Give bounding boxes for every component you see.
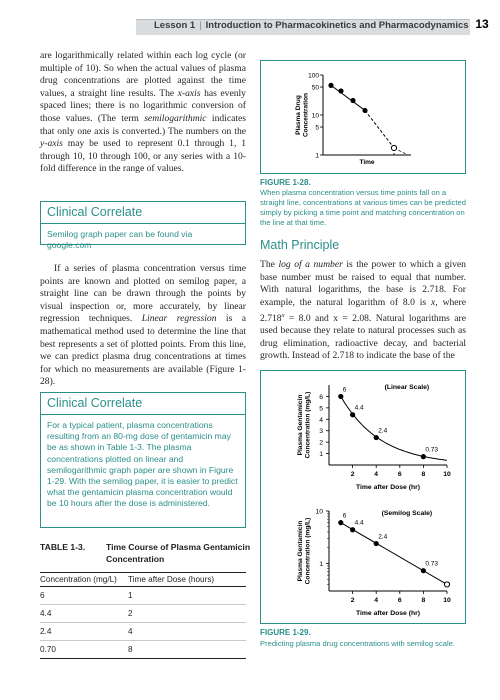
figure-1-29-label: FIGURE 1-29. [260, 628, 311, 637]
data-label: 6 [342, 512, 347, 520]
x-axis-label: Time after Dose (hr) [355, 484, 421, 491]
y-axis-label-line: Plasma Gentamicin [297, 394, 304, 456]
header-text [154, 20, 469, 31]
y-tick-label: 5 [319, 405, 323, 413]
figure-1-29-chart [261, 371, 465, 623]
clinical-correlate-text: For a typical patient, plasma concentrations resulting from an 80-mg dose of gentamicin may be as shown in Table 1-3. The plasma concentrations plotted on linear and semilogarithmic graph paper are shown in Figure 1-29. With the semilog paper, it is easier to predict what the gentamicin plasma concentration would be 10 hours after the dose is administered. [47, 420, 238, 509]
table-cell: 6 [40, 587, 128, 605]
y-axis-label-line: Concentration (mg/L) [304, 517, 312, 585]
x-tick-label: 8 [421, 597, 426, 604]
y-axis-label [297, 518, 312, 585]
data-point [338, 88, 343, 93]
x-tick-label: 8 [421, 471, 426, 478]
y-tick-label: 1 [319, 451, 323, 459]
figure-1-28-label: FIGURE 1-28. [260, 178, 311, 187]
clinical-correlate-text: Semilog graph paper can be found via google.com [47, 229, 193, 251]
figure-1-29-box [260, 370, 466, 624]
paragraph-linear-regression: If a series of plasma concentration versus time points are known and plotted on semilog paper, a straight line can be drawn through the points by visual inspection or, more accurately, by linear regression techniques. Linear regression is a mathematical method used to determine the line that best represents a set of plotted points. From this line, we can predict plasma drug concentrations at times for which no measurements are available (Figure 1-28). [40, 263, 247, 388]
data-point [374, 435, 379, 440]
data-label: 0.73 [425, 560, 439, 568]
paragraph-log-cycle: are logarithmically related within each log cycle (or multiple of 10). So when the actual values of plasma drug concentrations are plotted against the time values, a straight line results. The x-axis has evenly spaced lines; there is no logarithmic conversion of those values. (The term semilogarithmic indicates that only one axis is converted.) The numbers on the y-axis may be used to represent 0.1 through 1, 1 through 10, 10 through 100, or any series with a 10-fold difference in the range of values. [40, 50, 246, 175]
y-axis-label [295, 93, 310, 137]
data-point [350, 412, 355, 417]
data-point [338, 520, 343, 525]
data-point [350, 527, 355, 532]
clinical-correlate-box-1 [40, 201, 246, 251]
extrapolation-line [365, 110, 394, 148]
y-tick-label: 1 [315, 152, 319, 160]
y-tick-label: 10 [315, 508, 323, 516]
table-cell: 2.4 [40, 623, 128, 641]
y-axis-label-line: Plasma Drug [295, 95, 302, 135]
data-point [338, 394, 343, 399]
data-point [421, 568, 426, 573]
regression-line [331, 85, 365, 110]
data-label: 4.4 [354, 404, 364, 412]
math-principle-paragraph: The log of a number is the power to which a given base number must be raised to equal that number. With natural logarithms, the base is 2.718. For example, the natural logarithm of 8.0 is x, where $2.718^x = 8.0$ and x = 2.08. Natural logarithms are used because they relate to natural processes such as drug elimination, radioactive decay, and bacterial growth. Instead of 2.718 to indicate the base of the [260, 259, 467, 362]
x-tick-label: 4 [374, 597, 379, 604]
x-axis-label: Time [359, 159, 375, 166]
data-point [374, 541, 379, 546]
table-row [40, 587, 246, 605]
y-axis-label-line: Plasma Gentamicin [297, 520, 304, 582]
math-principle-title: Math Principle [260, 238, 340, 252]
figure-1-29-caption: Predicting plasma drug concentrations with semilog scale. [260, 639, 456, 648]
clinical-correlate-title: Clinical Correlate [41, 202, 245, 224]
table-title-line1: Time Course of Plasma Gentamicin [106, 542, 251, 552]
table-label: TABLE 1-3. [40, 542, 86, 552]
y-tick-label: 4 [319, 416, 323, 424]
data-point [421, 454, 426, 459]
table-cell: 1 [128, 587, 246, 605]
data-point [350, 98, 355, 103]
clinical-correlate-title: Clinical Correlate [41, 393, 245, 415]
x-tick-label: 10 [443, 597, 451, 604]
x-axis-label: Time after Dose (hr) [355, 610, 421, 617]
table-row [40, 641, 246, 659]
x-tick-label: 4 [374, 471, 379, 478]
gentamicin-table [40, 572, 246, 659]
table-header-cell: Time after Dose (hours) [128, 573, 246, 587]
regression-line [341, 523, 447, 585]
table-row [40, 605, 246, 623]
x-tick-label: 6 [397, 471, 402, 478]
figure-1-28-box [260, 60, 466, 174]
header-title: Introduction to Pharmacokinetics and Pharmacodynamics [205, 20, 469, 31]
predicted-point [444, 582, 449, 587]
y-axis-label-line: Concentration [302, 92, 310, 138]
data-label: 6 [342, 386, 347, 394]
figure-1-28-plot [295, 73, 411, 167]
table-cell: 4.4 [40, 605, 128, 623]
table-header-cell: Concentration (mg/L) [40, 573, 128, 587]
data-point [328, 83, 333, 88]
table-header-row [40, 573, 246, 587]
data-point [362, 108, 367, 113]
y-tick-label: 10 [311, 112, 319, 120]
y-tick-label: 3 [319, 428, 323, 436]
y-tick-label: 1 [319, 561, 323, 569]
x-tick-label: 6 [397, 597, 402, 604]
y-tick-label: 2 [319, 439, 323, 447]
data-label: 2.4 [378, 427, 388, 435]
x-tick-label: 2 [350, 471, 355, 478]
figure-1-29-linear-plot [297, 384, 451, 491]
table-title [40, 542, 250, 565]
y-tick-label: 5 [315, 124, 319, 132]
figure-1-28-caption: When plasma concentration versus time points fall on a straight line, concentrations at various times can be predicted simply by picking a time point and matching concentration on the line at that time. [260, 188, 466, 227]
y-tick-label: 50 [311, 84, 319, 92]
table-cell: 2 [128, 605, 246, 623]
figure-1-29-semilog-plot [297, 509, 451, 618]
data-label: 2.4 [378, 533, 388, 541]
y-tick-label: 100 [308, 72, 319, 80]
table-cell: 4 [128, 623, 246, 641]
data-label: 0.73 [425, 446, 439, 454]
chart-title: (Semilog Scale) [381, 510, 433, 517]
table-row [40, 623, 246, 641]
page-number: 13 [475, 17, 489, 31]
table-cell: 0.70 [40, 641, 128, 659]
y-axis-label-line: Concentration (mg/L) [304, 391, 312, 459]
clinical-correlate-box-2 [40, 392, 246, 528]
table-title-line2: Concentration [106, 553, 165, 564]
math-principle-text [260, 259, 466, 363]
x-tick-label: 10 [443, 471, 451, 478]
predicted-point [391, 145, 396, 150]
y-tick-label: 6 [319, 393, 323, 401]
chart-title: (Linear Scale) [384, 384, 430, 391]
header-separator: | [199, 20, 202, 31]
lesson-label: Lesson 1 [154, 20, 196, 31]
x-tick-label: 2 [350, 597, 355, 604]
y-axis-label [297, 392, 312, 459]
table-cell: 8 [128, 641, 246, 659]
figure-1-28-chart [261, 61, 465, 173]
data-label: 4.4 [354, 519, 364, 527]
